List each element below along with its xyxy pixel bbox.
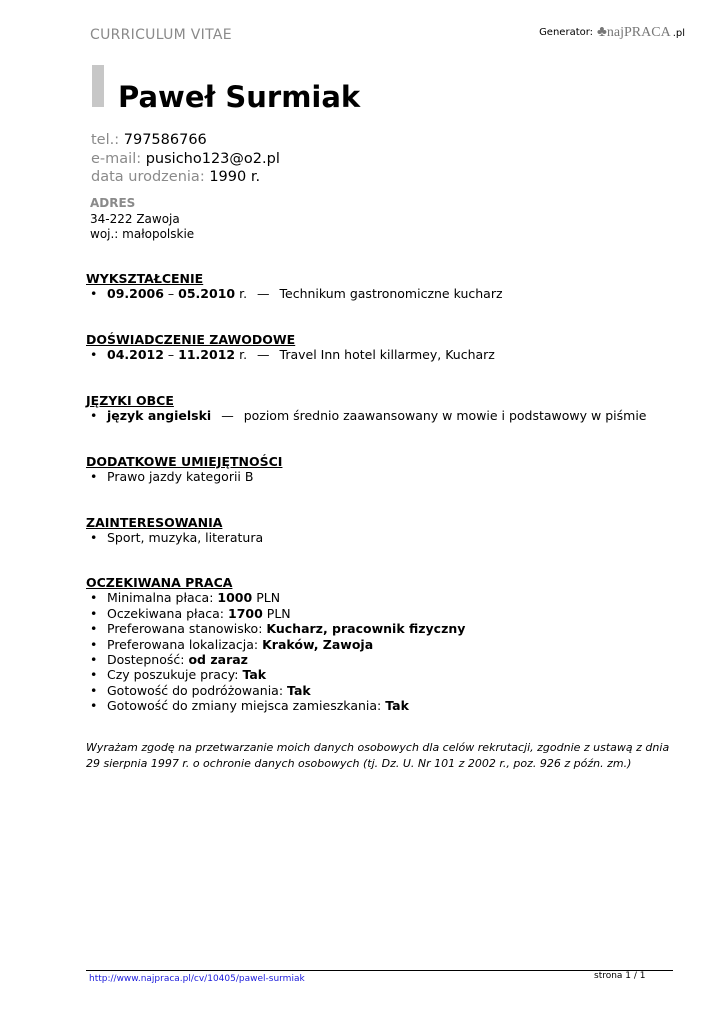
- bullet-icon: •: [90, 469, 98, 485]
- najpraca-logo[interactable]: [597, 24, 685, 41]
- date-dash: –: [167, 286, 175, 302]
- expected-job-section: [86, 575, 465, 714]
- education-item: [86, 286, 503, 301]
- expected-job-label: Preferowana stanowisko:: [107, 621, 263, 637]
- phone-value: 797586766: [123, 132, 207, 148]
- data-consent-clause: Wyrażam zgodę na przetwarzanie moich danych osobowych dla celów rekrutacji, zgodnie z ustawą z dnia 29 sierpnia 1997 r. o ochronie danych osobowych (tj. Dz. U. Nr 101 z 2002 r., poz. 926 z późn. zm.): [86, 741, 670, 770]
- birth-value: 1990 r.: [209, 169, 261, 185]
- expected-job-value: Kucharz, pracownik fizyczny: [266, 621, 466, 637]
- language-level: poziom średnio zaawansowany w mowie i podstawowy w piśmie: [243, 408, 647, 424]
- bullet-icon: •: [90, 682, 98, 698]
- address-title: ADRES: [90, 196, 136, 210]
- expected-job-value: od zaraz: [188, 652, 248, 668]
- bullet-icon: •: [90, 605, 98, 621]
- expected-job-item: [86, 606, 465, 621]
- bullet-icon: •: [90, 286, 98, 302]
- expected-job-label: Minimalna płaca:: [107, 590, 214, 606]
- bullet-icon: •: [90, 590, 98, 606]
- expected-job-label: Dostepność:: [107, 652, 185, 668]
- interests-section: [86, 515, 263, 546]
- language-item: [86, 408, 646, 423]
- expected-job-item: [86, 637, 465, 652]
- name-accent-bar: [92, 65, 104, 107]
- expected-job-label: Czy poszukuje pracy:: [107, 667, 239, 683]
- language-name: język angielski: [107, 408, 212, 424]
- date-suffix: r.: [239, 347, 248, 363]
- education-text: Technikum gastronomiczne kucharz: [279, 286, 503, 302]
- bullet-icon: •: [90, 698, 98, 714]
- bullet-icon: •: [90, 621, 98, 637]
- expected-job-value: Tak: [242, 667, 267, 683]
- expected-job-value: Tak: [287, 682, 311, 698]
- expected-job-item: [86, 590, 465, 605]
- bullet-icon: •: [90, 347, 98, 363]
- experience-from: 04.2012: [107, 347, 164, 363]
- interests-title: ZAINTERESOWANIA: [86, 515, 223, 530]
- address-line-1: 34-222 Zawoja: [90, 211, 180, 226]
- birth-row: [91, 168, 280, 187]
- bullet-icon: •: [90, 408, 98, 424]
- experience-section: [86, 332, 495, 363]
- expected-job-item: [86, 621, 465, 636]
- bullet-icon: •: [90, 667, 98, 683]
- najpraca-logo-icon: ♣: [597, 24, 607, 40]
- experience-text: Travel Inn hotel killarmey, Kucharz: [279, 347, 495, 363]
- expected-job-item: [86, 667, 465, 682]
- email-label: e-mail:: [91, 150, 142, 167]
- birth-label: data urodzenia:: [91, 169, 205, 185]
- expected-job-label: Oczekiwana płaca:: [107, 605, 225, 621]
- languages-section: [86, 393, 646, 424]
- item-separator: —: [221, 408, 234, 424]
- bullet-icon: •: [90, 530, 98, 546]
- experience-to: 11.2012: [178, 347, 236, 363]
- skills-section: [86, 454, 282, 485]
- skill-item: [86, 469, 282, 484]
- phone-row: [91, 131, 280, 150]
- contact-block: [91, 131, 280, 187]
- expected-job-title: OCZEKIWANA PRACA: [86, 575, 233, 590]
- expected-job-value: 1000: [217, 590, 253, 606]
- expected-job-label: Gotowość do zmiany miejsca zamieszkania:: [107, 698, 382, 714]
- interest-item: [86, 530, 263, 545]
- bullet-icon: •: [90, 652, 98, 668]
- email-value[interactable]: pusicho123@o2.pl: [145, 150, 280, 167]
- expected-job-label: Preferowana lokalizacja:: [107, 636, 259, 652]
- najpraca-logo-suffix: .pl: [672, 28, 685, 39]
- footer-cv-link[interactable]: http://www.najpraca.pl/cv/10405/pawel-surmiak: [89, 974, 305, 984]
- expected-job-unit: PLN: [266, 605, 291, 621]
- generator-label: Generator:: [539, 27, 594, 38]
- skills-title: DODATKOWE UMIEJĘTNOŚCI: [86, 454, 283, 469]
- expected-job-item: [86, 652, 465, 667]
- expected-job-value: 1700: [228, 605, 263, 621]
- item-separator: —: [257, 347, 270, 363]
- skill-text: Prawo jazdy kategorii B: [107, 469, 254, 485]
- phone-label: tel.:: [91, 132, 120, 148]
- expected-job-item: [86, 683, 465, 698]
- expected-job-label: Gotowość do podróżowania:: [107, 682, 284, 698]
- expected-job-value: Kraków, Zawoja: [262, 636, 374, 652]
- footer-divider: [86, 970, 673, 971]
- email-row: [91, 150, 280, 169]
- expected-job-item: [86, 698, 465, 713]
- date-dash: –: [167, 347, 175, 363]
- address-line-2: woj.: małopolskie: [90, 227, 195, 241]
- najpraca-logo-text: najPRACA: [606, 25, 671, 40]
- education-section: [86, 271, 503, 302]
- education-to: 05.2010: [178, 286, 236, 302]
- cv-heading: CURRICULUM VITAE: [90, 27, 232, 43]
- education-from: 09.2006: [107, 286, 164, 302]
- languages-title: JĘZYKI OBCE: [86, 393, 174, 408]
- expected-job-unit: PLN: [256, 590, 281, 606]
- person-name: Paweł Surmiak: [118, 80, 361, 114]
- experience-title: DOŚWIADCZENIE ZAWODOWE: [86, 332, 296, 347]
- education-title: WYKSZTAŁCENIE: [86, 271, 204, 286]
- page-number: strona 1 / 1: [594, 971, 646, 981]
- date-suffix: r.: [239, 286, 248, 302]
- item-separator: —: [257, 286, 270, 302]
- bullet-icon: •: [90, 636, 98, 652]
- expected-job-value: Tak: [385, 698, 409, 714]
- interest-text: Sport, muzyka, literatura: [107, 530, 264, 546]
- experience-item: [86, 347, 495, 362]
- address-block: [90, 196, 194, 243]
- generator-credit: [539, 24, 685, 41]
